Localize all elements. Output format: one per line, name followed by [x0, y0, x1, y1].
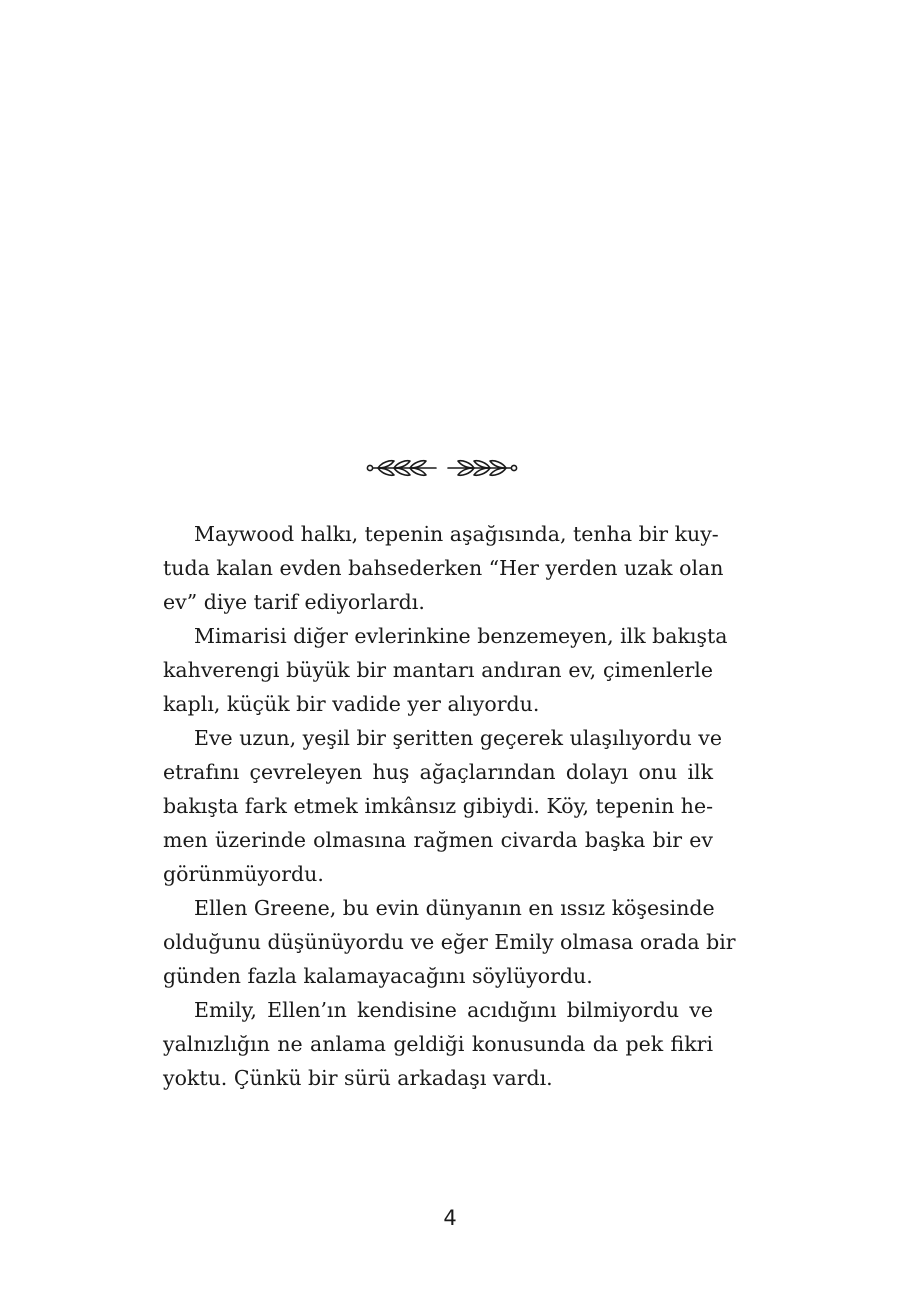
text-line: men üzerinde olmasına rağmen civarda başka bir ev [163, 828, 713, 852]
paragraph-1 [163, 517, 724, 619]
page-number: 4 [443, 1206, 457, 1230]
text-line: etrafını çevreleyen huş ağaçlarından dolayı onu ilk [163, 760, 713, 784]
text-line: Maywood halkı, tepenin aşağısında, tenha bir kuy- [194, 522, 719, 546]
paragraph-4 [163, 891, 736, 993]
text-line: yalnızlığın ne anlama geldiği konusunda da pek fikri [163, 1032, 713, 1056]
text-line: Mimarisi diğer evlerinkine benzemeyen, ilk bakışta [194, 624, 728, 648]
text-line: Emily, Ellen’ın kendisine acıdığını bilmiyordu ve [194, 998, 713, 1022]
text-line: Ellen Greene, bu evin dünyanın en ıssız köşesinde [194, 896, 715, 920]
paragraph-2 [163, 619, 728, 721]
text-line: görünmüyordu. [163, 862, 324, 886]
text-line: yoktu. Çünkü bir sürü arkadaşı vardı. [163, 1066, 553, 1090]
paragraph-5 [163, 993, 713, 1095]
text-line: kahverengi büyük bir mantarı andıran ev, çimenlerle [163, 658, 713, 682]
laurel-divider-icon [364, 452, 520, 484]
text-line: tuda kalan evden bahsederken “Her yerden uzak olan [163, 556, 724, 580]
text-line: ev” diye tarif ediyorlardı. [163, 590, 425, 614]
paragraph-3 [163, 721, 723, 891]
text-line: bakışta fark etmek imkânsız gibiydi. Köy, tepenin he- [163, 794, 713, 818]
text-line: olduğunu düşünüyordu ve eğer Emily olmasa orada bir [163, 930, 736, 954]
text-line: günden fazla kalamayacağını söylüyordu. [163, 964, 593, 988]
body-text [163, 517, 736, 1095]
text-line: kaplı, küçük bir vadide yer alıyordu. [163, 692, 540, 716]
text-line: Eve uzun, yeşil bir şeritten geçerek ulaşılıyordu ve [194, 726, 723, 750]
